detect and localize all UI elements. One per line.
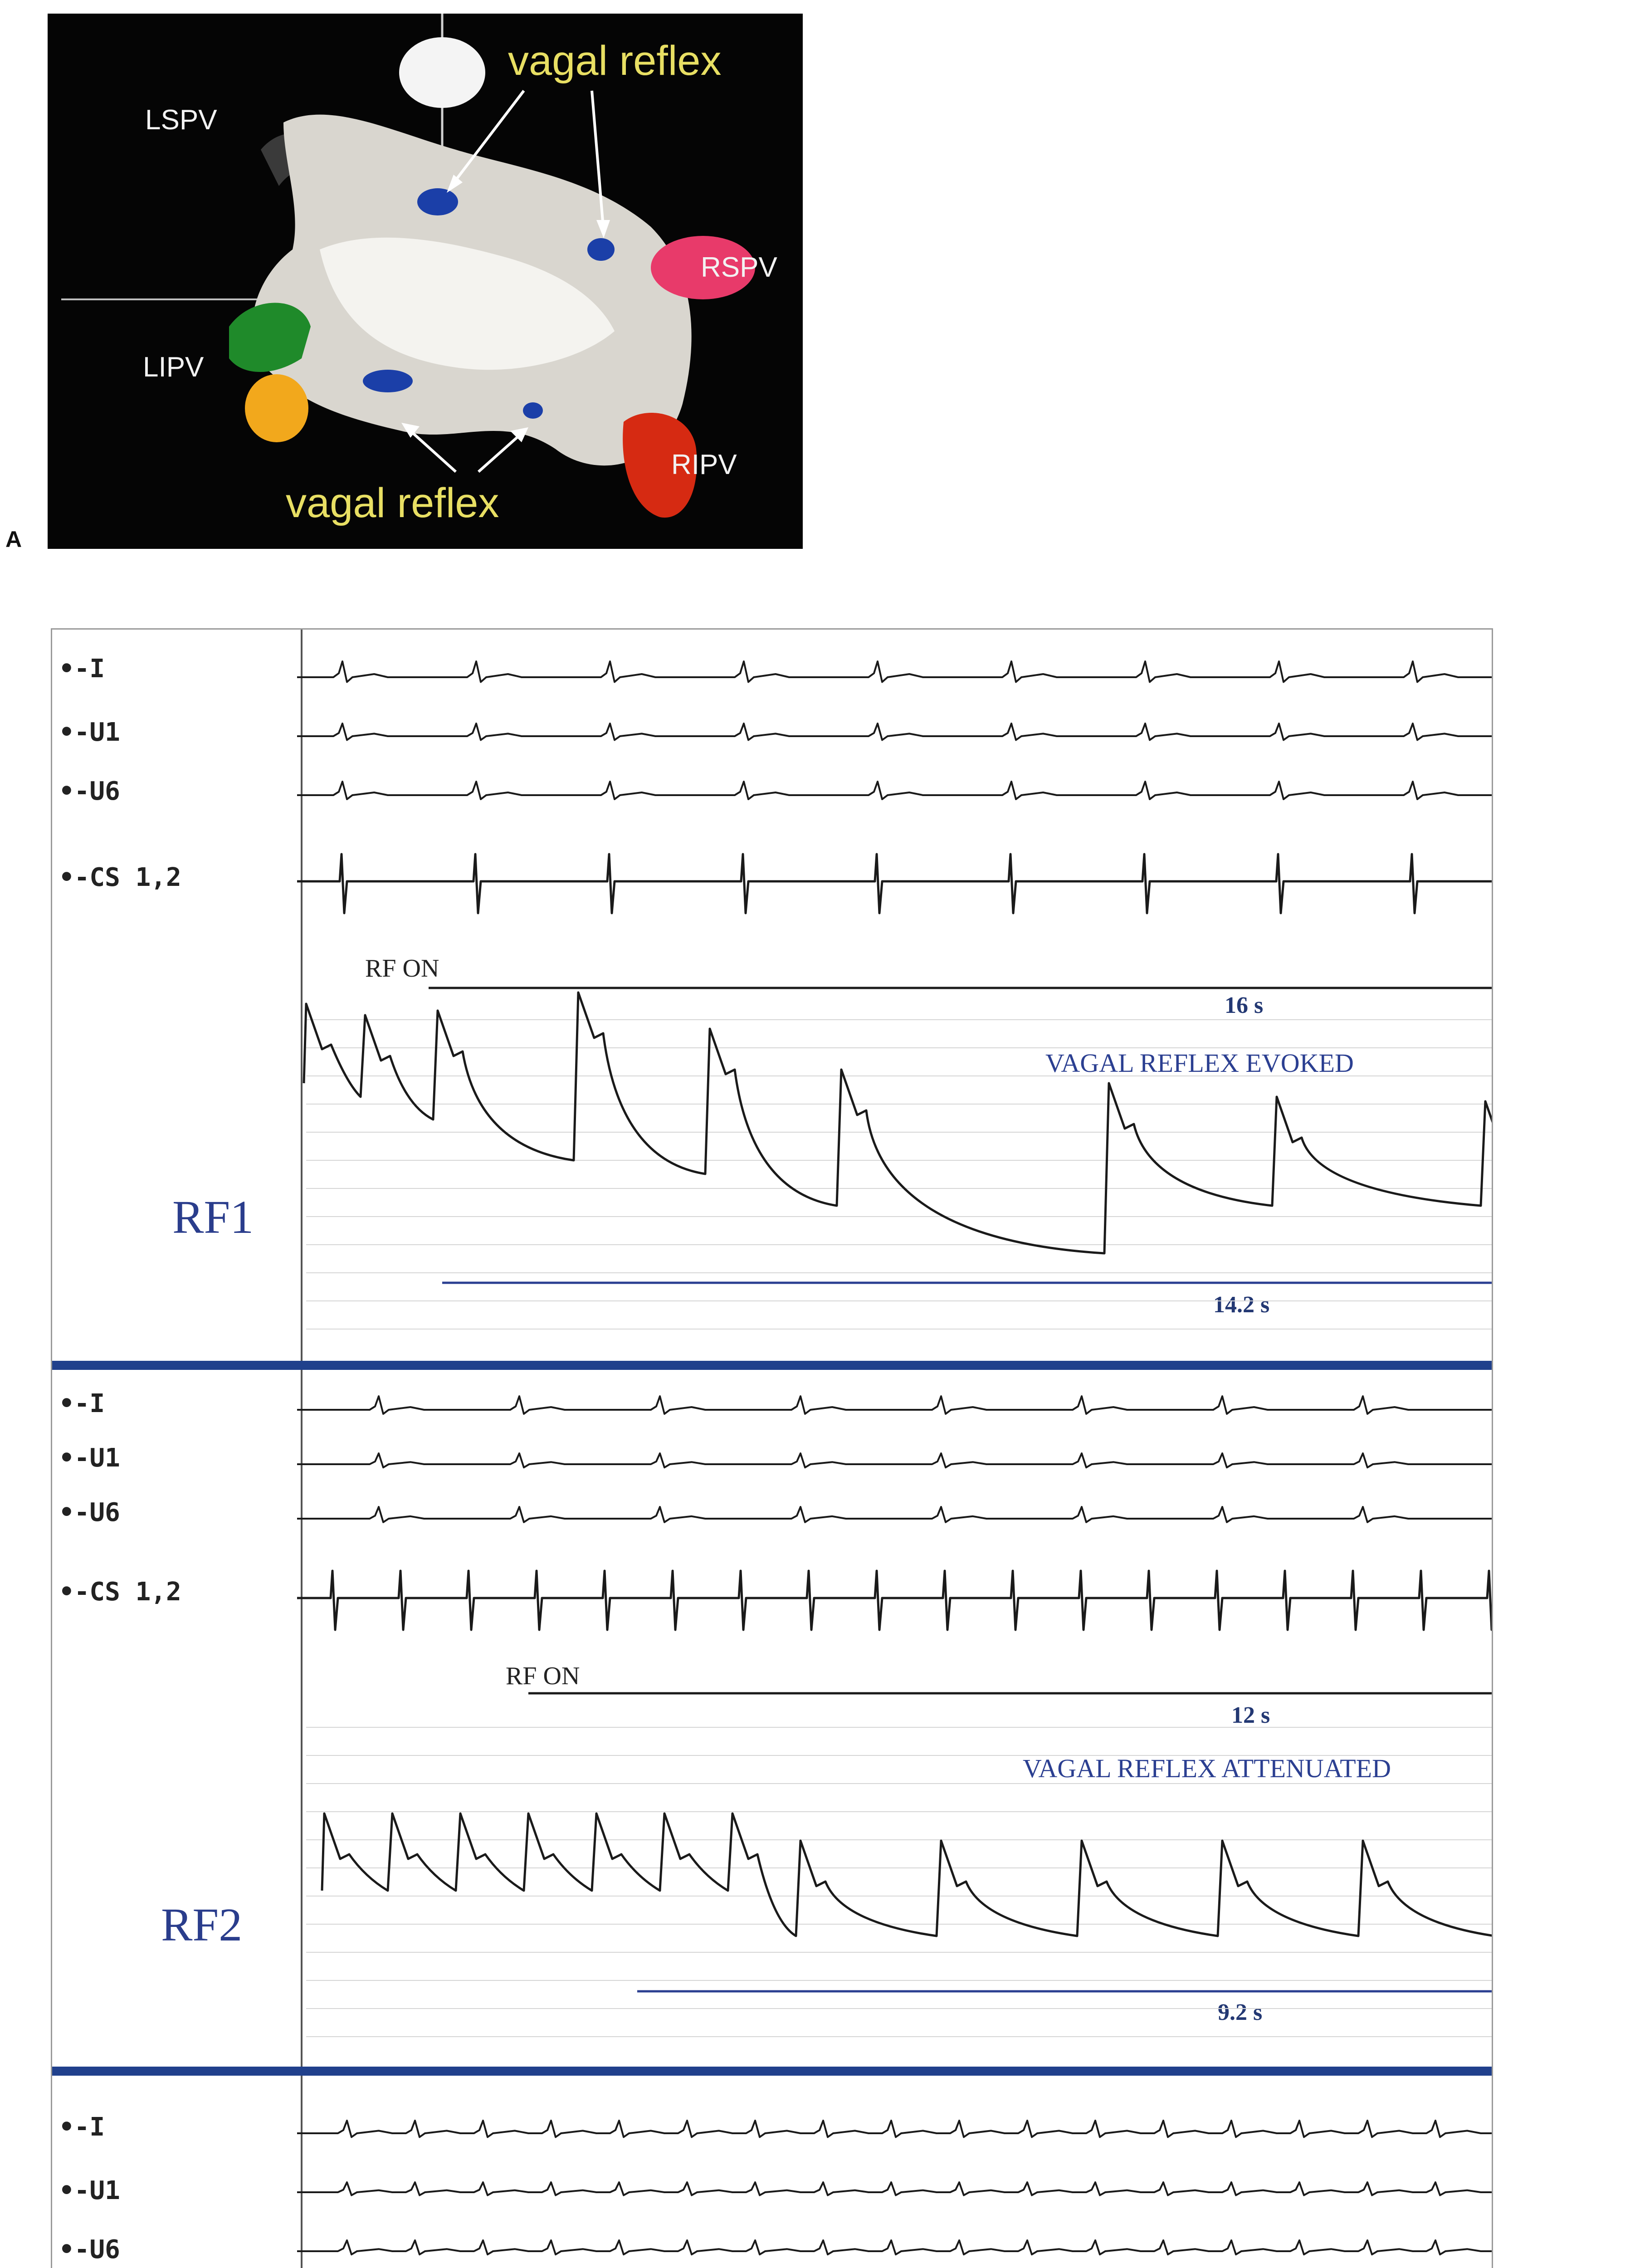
pressure-trace-rf2 [322,1813,1493,1936]
trace-cs-rf2 [297,1571,1493,1630]
trace-lead-i-rf3 [297,2121,1493,2137]
panel-a-letter: A [5,527,22,552]
status-label: VAGAL REFLEX ATTENUATED [1023,1754,1391,1783]
lead-v1-label: •-U1 [59,2176,120,2205]
section-separator-1 [52,1361,1493,1370]
trace-lead-v1-rf2 [297,1453,1493,1467]
rf-duration-label: 12 s [1231,1702,1270,1728]
trace-lead-v1-rf3 [297,2182,1493,2195]
trace-lead-v1-rf1 [297,723,1493,740]
rf-on-label: RF ON [365,954,439,982]
electrogram-recordings [52,630,1493,2268]
lead-v1-label: •-U1 [59,718,120,747]
rf-duration-label: 16 s [1225,992,1264,1018]
lead-cs-label: •-CS 1,2 [59,863,181,892]
reflex-site-2 [587,238,615,261]
section-rf1 [59,654,1354,1318]
status-label: VAGAL REFLEX EVOKED [1045,1048,1354,1078]
reflex-site-4 [523,402,543,419]
reflex-site-1 [417,188,458,215]
reflex-site-3 [363,370,413,392]
panel-a-3d-map [48,14,803,549]
rspv-label: RSPV [701,252,777,283]
panel-b-recordings [51,628,1493,2268]
reflex-label-bottom: vagal reflex [286,480,499,526]
lead-cs-label: •-CS 1,2 [59,1577,181,1607]
trace-lead-i-rf1 [297,661,1493,682]
lead-v1-label: •-U1 [59,1443,120,1473]
lipv-lower-branch [245,374,308,442]
catheter-tip-oval [399,37,485,108]
trace-lead-v6-rf3 [297,2240,1493,2254]
response-duration-label: 14.2 s [1213,1292,1270,1318]
pressure-trace-rf1 [304,992,1493,1253]
rf-on-label: RF ON [506,1662,580,1690]
response-duration-label: 9.2 s [1218,1999,1263,2025]
lead-v6-label: •-U6 [59,1498,120,1527]
lead-i-label: •-I [59,654,105,684]
ripv-label: RIPV [671,449,737,480]
reflex-label-top: vagal reflex [508,38,722,84]
lead-v6-label: •-U6 [59,777,120,806]
trace-lead-i-rf2 [297,1396,1493,1414]
left-atrium-map [48,14,803,549]
lead-v6-label: •-U6 [59,2235,120,2264]
rf-section-title: RF1 [172,1191,254,1243]
traces-layer [297,661,1493,2268]
lspv-label: LSPV [145,104,217,136]
rf-section-title: RF2 [161,1899,243,1951]
arrow-bottom-2 [478,435,519,472]
trace-cs-rf1 [297,854,1493,913]
lipv-label: LIPV [143,352,204,383]
lead-i-label: •-I [59,1389,105,1418]
section-rf2 [59,1389,1391,2025]
section-separator-2 [52,2067,1493,2076]
trace-lead-v6-rf1 [297,782,1493,799]
arrow-bottom-1 [410,431,456,472]
lead-i-label: •-I [59,2112,105,2142]
trace-lead-v6-rf2 [297,1507,1493,1522]
